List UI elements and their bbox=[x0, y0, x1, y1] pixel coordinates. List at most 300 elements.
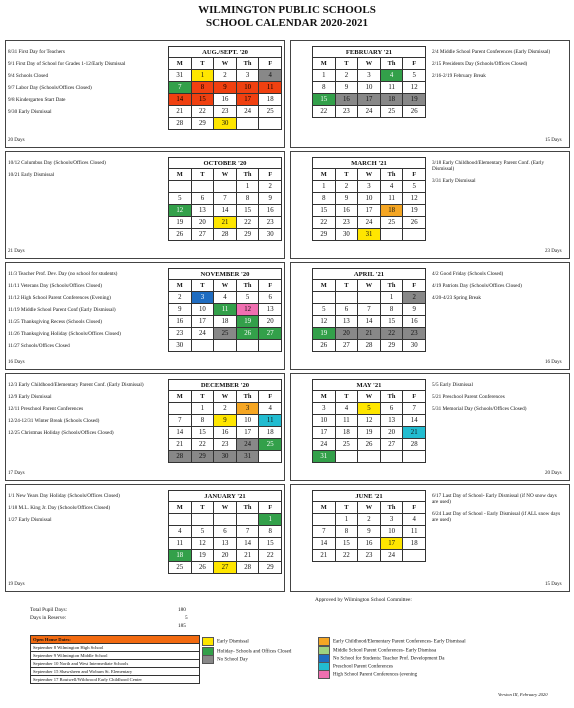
weekday-header: T bbox=[191, 280, 214, 292]
month-title: JUNE '21 bbox=[313, 491, 426, 502]
day-cell bbox=[335, 292, 358, 304]
day-cell: 12 bbox=[403, 193, 426, 205]
day-cell: 14 bbox=[214, 205, 237, 217]
event-item: 11/11 Veterans Day (Schools/Offices Closed) bbox=[8, 282, 102, 289]
day-cell bbox=[191, 181, 214, 193]
day-cell: 24 bbox=[380, 550, 403, 562]
day-cell: 19 bbox=[403, 205, 426, 217]
day-cell: 23 bbox=[169, 328, 192, 340]
day-cell: 20 bbox=[380, 427, 403, 439]
open-house-item: September 10 North and West Intermediate Schools bbox=[31, 659, 199, 667]
month-title: FEBRUARY '21 bbox=[313, 47, 426, 58]
event-item: 9/4 Schools Closed bbox=[8, 72, 49, 79]
weekday-header: Th bbox=[236, 502, 259, 514]
weekday-header: W bbox=[214, 169, 237, 181]
day-cell: 16 bbox=[358, 538, 381, 550]
day-cell: 4 bbox=[259, 403, 282, 415]
day-cell bbox=[313, 514, 336, 526]
day-cell: 23 bbox=[214, 439, 237, 451]
day-cell: 1 bbox=[313, 70, 336, 82]
day-cell bbox=[169, 403, 192, 415]
day-cell: 25 bbox=[169, 562, 192, 574]
month-title: DECEMBER '20 bbox=[169, 380, 282, 391]
school-days-count: 15 Days bbox=[545, 138, 562, 143]
day-cell: 2 bbox=[214, 403, 237, 415]
day-cell: 25 bbox=[380, 106, 403, 118]
day-cell: 4 bbox=[214, 292, 237, 304]
day-cell: 10 bbox=[191, 304, 214, 316]
weekday-header: T bbox=[335, 391, 358, 403]
day-cell: 12 bbox=[313, 316, 336, 328]
weekday-header: W bbox=[358, 502, 381, 514]
day-cell bbox=[358, 451, 381, 463]
weekday-header: F bbox=[259, 391, 282, 403]
day-cell: 2 bbox=[403, 292, 426, 304]
weekday-header: M bbox=[169, 391, 192, 403]
day-cell: 9 bbox=[214, 82, 237, 94]
day-cell: 10 bbox=[313, 415, 336, 427]
day-cell: 19 bbox=[403, 94, 426, 106]
day-cell: 21 bbox=[358, 328, 381, 340]
weekday-header: F bbox=[259, 280, 282, 292]
day-cell: 21 bbox=[236, 550, 259, 562]
day-cell: 29 bbox=[191, 118, 214, 130]
day-cell: 26 bbox=[191, 562, 214, 574]
day-cell: 9 bbox=[214, 415, 237, 427]
day-cell bbox=[358, 292, 381, 304]
day-cell: 7 bbox=[169, 415, 192, 427]
event-item: 2/15 Presidents Day (Schools/Offices Closed) bbox=[432, 60, 528, 67]
school-days-count: 20 Days bbox=[8, 138, 25, 143]
day-cell: 8 bbox=[236, 193, 259, 205]
month-title: APRIL '21 bbox=[313, 269, 426, 280]
weekday-header: Th bbox=[236, 169, 259, 181]
day-cell: 17 bbox=[358, 205, 381, 217]
event-item: 6/24 Last Day of School - Early Dismissal (if ALL snow days are used) bbox=[432, 510, 561, 523]
weekday-header: F bbox=[403, 391, 426, 403]
day-cell: 22 bbox=[259, 550, 282, 562]
day-cell: 31 bbox=[169, 70, 192, 82]
day-cell: 8 bbox=[191, 82, 214, 94]
day-cell: 7 bbox=[403, 403, 426, 415]
event-item: 11/12 High School Parent Conferences (Evening) bbox=[8, 294, 111, 301]
day-cell: 8 bbox=[191, 415, 214, 427]
day-cell: 17 bbox=[358, 94, 381, 106]
weekday-header: F bbox=[259, 169, 282, 181]
day-cell: 24 bbox=[358, 106, 381, 118]
day-cell: 16 bbox=[335, 205, 358, 217]
day-cell: 8 bbox=[313, 193, 336, 205]
month-calendar bbox=[312, 268, 426, 352]
day-cell: 25 bbox=[380, 217, 403, 229]
day-cell: 5 bbox=[191, 526, 214, 538]
day-cell: 12 bbox=[403, 82, 426, 94]
month-calendar bbox=[312, 379, 426, 463]
month-calendar bbox=[312, 46, 426, 118]
day-cell: 11 bbox=[169, 538, 192, 550]
month-title: JANUARY '21 bbox=[169, 491, 282, 502]
event-list bbox=[432, 161, 562, 191]
weekday-header: T bbox=[335, 58, 358, 70]
month-calendar bbox=[168, 157, 282, 241]
weekday-header: W bbox=[214, 280, 237, 292]
day-cell bbox=[403, 451, 426, 463]
day-cell: 22 bbox=[191, 439, 214, 451]
weekday-header: W bbox=[358, 169, 381, 181]
day-cell: 28 bbox=[358, 340, 381, 352]
weekday-header: Th bbox=[380, 280, 403, 292]
day-cell: 15 bbox=[191, 427, 214, 439]
day-cell: 31 bbox=[358, 229, 381, 241]
event-list bbox=[8, 272, 168, 356]
day-cell: 15 bbox=[313, 94, 336, 106]
approved-text: Approved by Wilmington School Committee: bbox=[315, 597, 412, 603]
day-cell: 20 bbox=[259, 316, 282, 328]
day-cell: 2 bbox=[358, 514, 381, 526]
day-cell: 14 bbox=[358, 316, 381, 328]
day-cell: 8 bbox=[335, 526, 358, 538]
day-cell: 6 bbox=[335, 304, 358, 316]
reserve-days: 5 bbox=[185, 615, 188, 621]
day-cell bbox=[169, 514, 192, 526]
day-cell: 8 bbox=[313, 82, 336, 94]
weekday-header: Th bbox=[236, 391, 259, 403]
month-calendar bbox=[168, 490, 282, 574]
day-cell: 28 bbox=[169, 118, 192, 130]
day-cell bbox=[259, 340, 282, 352]
event-item: 10/21 Early Dismissal bbox=[8, 171, 55, 178]
day-cell: 26 bbox=[403, 217, 426, 229]
day-cell: 23 bbox=[358, 550, 381, 562]
weekday-header: T bbox=[335, 502, 358, 514]
event-item: 11/19 Middle School Parent Conf (Early Dismissal) bbox=[8, 306, 116, 313]
day-cell: 6 bbox=[259, 292, 282, 304]
day-cell: 10 bbox=[236, 415, 259, 427]
event-item: 4/19 Patriots Day (Schools/Offices Closed) bbox=[432, 282, 522, 289]
weekday-header: M bbox=[313, 502, 336, 514]
month-title: MAY '21 bbox=[313, 380, 426, 391]
event-list bbox=[432, 50, 562, 86]
day-cell: 22 bbox=[335, 550, 358, 562]
weekday-header: F bbox=[259, 58, 282, 70]
day-cell: 18 bbox=[403, 538, 426, 550]
event-item: 3/31 Early Dismissal bbox=[432, 177, 476, 184]
day-cell: 11 bbox=[259, 82, 282, 94]
weekday-header: F bbox=[259, 502, 282, 514]
event-item: 12/11 Preschool Parent Conferences bbox=[8, 405, 84, 412]
day-cell: 22 bbox=[236, 217, 259, 229]
weekday-header: Th bbox=[380, 169, 403, 181]
weekday-header: T bbox=[191, 391, 214, 403]
day-cell: 27 bbox=[380, 439, 403, 451]
day-cell: 15 bbox=[236, 205, 259, 217]
event-item: 1/18 M.L. King Jr. Day (Schools/Offices Closed) bbox=[8, 504, 111, 511]
day-cell: 4 bbox=[380, 181, 403, 193]
event-item: 11/3 Teacher Prof. Dev. Day (no school for students) bbox=[8, 271, 118, 277]
day-cell: 29 bbox=[313, 229, 336, 241]
weekday-header: W bbox=[358, 391, 381, 403]
weekday-header: M bbox=[169, 58, 192, 70]
legend-early: Early Dismissal bbox=[202, 637, 249, 646]
day-cell: 1 bbox=[259, 514, 282, 526]
day-cell: 11 bbox=[259, 415, 282, 427]
event-item: 12/24-12/31 Winter Break (Schools Closed) bbox=[8, 417, 100, 424]
day-cell: 25 bbox=[335, 439, 358, 451]
day-cell: 19 bbox=[236, 316, 259, 328]
day-cell: 16 bbox=[169, 316, 192, 328]
day-cell: 9 bbox=[335, 193, 358, 205]
day-cell: 23 bbox=[335, 106, 358, 118]
pupil-days-label: Total Pupil Days: bbox=[30, 607, 68, 613]
day-cell: 24 bbox=[236, 106, 259, 118]
day-cell: 5 bbox=[403, 70, 426, 82]
weekday-header: F bbox=[403, 58, 426, 70]
day-cell: 7 bbox=[358, 304, 381, 316]
day-cell: 21 bbox=[403, 427, 426, 439]
day-cell: 5 bbox=[403, 181, 426, 193]
day-cell bbox=[214, 514, 237, 526]
day-cell bbox=[236, 514, 259, 526]
day-cell bbox=[214, 340, 237, 352]
weekday-header: W bbox=[214, 58, 237, 70]
day-cell: 30 bbox=[214, 451, 237, 463]
event-list bbox=[432, 272, 562, 308]
day-cell: 13 bbox=[380, 415, 403, 427]
weekday-header: T bbox=[191, 58, 214, 70]
legend-pre: Preschool Parent Conferences bbox=[318, 662, 393, 671]
event-list bbox=[8, 50, 168, 122]
day-cell: 27 bbox=[259, 328, 282, 340]
weekday-header: W bbox=[214, 502, 237, 514]
weekday-header: W bbox=[358, 280, 381, 292]
day-cell: 21 bbox=[169, 439, 192, 451]
event-item: 1/1 New Years Day Holiday (Schools/Offices Closed) bbox=[8, 493, 120, 499]
open-house-item: September 8 Wilmington High School bbox=[31, 643, 199, 651]
day-cell: 14 bbox=[169, 427, 192, 439]
school-days-count: 21 Days bbox=[8, 249, 25, 254]
day-cell: 10 bbox=[358, 82, 381, 94]
school-days-count: 16 Days bbox=[8, 360, 25, 365]
day-cell: 13 bbox=[214, 538, 237, 550]
day-cell: 5 bbox=[236, 292, 259, 304]
day-cell: 31 bbox=[313, 451, 336, 463]
day-cell: 28 bbox=[403, 439, 426, 451]
day-cell: 25 bbox=[259, 439, 282, 451]
day-cell: 21 bbox=[214, 217, 237, 229]
day-cell bbox=[259, 451, 282, 463]
month-calendar bbox=[168, 46, 282, 130]
day-cell: 28 bbox=[214, 229, 237, 241]
day-cell: 13 bbox=[335, 316, 358, 328]
day-cell: 4 bbox=[380, 70, 403, 82]
open-house-item: September 9 Wilmington Middle School bbox=[31, 651, 199, 659]
day-cell: 10 bbox=[236, 82, 259, 94]
school-days-count: 20 Days bbox=[545, 471, 562, 476]
day-cell: 30 bbox=[169, 340, 192, 352]
day-cell: 19 bbox=[313, 328, 336, 340]
day-cell: 7 bbox=[214, 193, 237, 205]
day-cell bbox=[335, 451, 358, 463]
day-cell bbox=[214, 181, 237, 193]
day-cell: 4 bbox=[403, 514, 426, 526]
day-cell: 1 bbox=[191, 403, 214, 415]
day-cell: 29 bbox=[380, 340, 403, 352]
day-cell: 11 bbox=[214, 304, 237, 316]
day-cell bbox=[403, 229, 426, 241]
event-item: 8/31 First Day for Teachers bbox=[8, 49, 65, 55]
day-cell bbox=[380, 451, 403, 463]
day-cell: 17 bbox=[191, 316, 214, 328]
day-cell: 11 bbox=[380, 82, 403, 94]
day-cell: 27 bbox=[335, 340, 358, 352]
day-cell: 8 bbox=[380, 304, 403, 316]
day-cell: 1 bbox=[236, 181, 259, 193]
legend-ec: Early Childhood/Elementary Parent Conferences- Early Dismissal bbox=[318, 637, 466, 646]
day-cell: 23 bbox=[259, 217, 282, 229]
day-cell: 10 bbox=[358, 193, 381, 205]
event-item: 11/25 Thanksgiving Recess (Schools Closed) bbox=[8, 318, 102, 325]
day-cell: 3 bbox=[313, 403, 336, 415]
day-cell: 23 bbox=[214, 106, 237, 118]
day-cell: 7 bbox=[169, 82, 192, 94]
event-item: 4/2 Good Friday (Schools Closed) bbox=[432, 271, 504, 277]
day-cell bbox=[380, 229, 403, 241]
day-cell: 17 bbox=[380, 538, 403, 550]
version-note: Version III, February 2020 bbox=[498, 692, 548, 697]
event-item: 5/31 Memorial Day (Schools/Offices Closed) bbox=[432, 405, 527, 412]
event-item: 4/20-4/23 Spring Break bbox=[432, 294, 481, 301]
day-cell: 18 bbox=[214, 316, 237, 328]
school-days-count: 23 Days bbox=[545, 249, 562, 254]
day-cell: 3 bbox=[191, 292, 214, 304]
day-cell: 25 bbox=[214, 328, 237, 340]
day-cell: 19 bbox=[191, 550, 214, 562]
day-cell: 18 bbox=[380, 94, 403, 106]
weekday-header: F bbox=[403, 169, 426, 181]
day-cell: 13 bbox=[259, 304, 282, 316]
day-cell: 21 bbox=[313, 550, 336, 562]
weekday-header: T bbox=[335, 280, 358, 292]
day-cell: 19 bbox=[358, 427, 381, 439]
event-item: 5/5 Early Dismissal bbox=[432, 382, 473, 388]
day-cell: 9 bbox=[335, 82, 358, 94]
day-cell: 12 bbox=[358, 415, 381, 427]
legend-noschool: No School Day bbox=[202, 655, 248, 664]
month-calendar bbox=[168, 268, 282, 352]
day-cell: 1 bbox=[191, 70, 214, 82]
day-cell: 19 bbox=[169, 217, 192, 229]
weekday-header: M bbox=[313, 58, 336, 70]
day-cell: 13 bbox=[191, 205, 214, 217]
day-cell: 26 bbox=[313, 340, 336, 352]
day-cell: 26 bbox=[358, 439, 381, 451]
day-cell: 12 bbox=[169, 205, 192, 217]
day-cell: 6 bbox=[191, 193, 214, 205]
weekday-header: M bbox=[313, 280, 336, 292]
day-cell: 4 bbox=[259, 70, 282, 82]
day-cell: 18 bbox=[169, 550, 192, 562]
day-cell: 16 bbox=[259, 205, 282, 217]
legend-ms: Middle School Parent Conferences- Early Dismissa bbox=[318, 646, 436, 655]
event-item: 6/17 Last Day of School- Early Dismissal (if NO snow days are used) bbox=[432, 493, 557, 505]
total-days: 185 bbox=[178, 623, 186, 629]
day-cell: 16 bbox=[335, 94, 358, 106]
open-house-item: September 17 Boutwell/Wildwood Early Childhood Center bbox=[31, 675, 199, 683]
header-line2: SCHOOL CALENDAR 2020-2021 bbox=[206, 17, 368, 29]
month-calendar bbox=[312, 157, 426, 241]
day-cell: 3 bbox=[358, 70, 381, 82]
weekday-header: M bbox=[169, 502, 192, 514]
weekday-header: Th bbox=[236, 280, 259, 292]
weekday-header: W bbox=[214, 391, 237, 403]
day-cell: 2 bbox=[335, 70, 358, 82]
event-list bbox=[8, 383, 168, 443]
day-cell: 7 bbox=[313, 526, 336, 538]
day-cell: 30 bbox=[214, 118, 237, 130]
open-house-title: Open House Dates: bbox=[31, 636, 199, 643]
day-cell: 31 bbox=[236, 451, 259, 463]
event-item: 3/18 Early Childhood/Elementary Parent Conf. (Early Dismissal) bbox=[432, 160, 545, 172]
day-cell: 17 bbox=[236, 94, 259, 106]
day-cell: 23 bbox=[403, 328, 426, 340]
day-cell: 2 bbox=[259, 181, 282, 193]
day-cell: 20 bbox=[214, 550, 237, 562]
school-days-count: 16 Days bbox=[545, 360, 562, 365]
day-cell: 12 bbox=[236, 304, 259, 316]
day-cell bbox=[169, 181, 192, 193]
day-cell: 3 bbox=[358, 181, 381, 193]
weekday-header: F bbox=[403, 502, 426, 514]
day-cell: 12 bbox=[191, 538, 214, 550]
day-cell: 16 bbox=[214, 427, 237, 439]
event-item: 12/25 Christmas Holiday (Schools/Offices Closed) bbox=[8, 429, 114, 436]
day-cell: 6 bbox=[214, 526, 237, 538]
weekday-header: M bbox=[169, 280, 192, 292]
event-item: 9/7 Labor Day (Schools/Offices Closed) bbox=[8, 84, 92, 91]
day-cell: 2 bbox=[214, 70, 237, 82]
day-cell: 4 bbox=[335, 403, 358, 415]
day-cell: 7 bbox=[236, 526, 259, 538]
day-cell: 11 bbox=[380, 193, 403, 205]
day-cell: 2 bbox=[335, 181, 358, 193]
header-line1: WILMINGTON PUBLIC SCHOOLS bbox=[198, 4, 376, 16]
month-title: OCTOBER '20 bbox=[169, 158, 282, 169]
weekday-header: Th bbox=[380, 502, 403, 514]
legend-teacher: No School for Students: Teacher Prof. Development Da bbox=[318, 654, 444, 663]
weekday-header: M bbox=[169, 169, 192, 181]
day-cell bbox=[191, 514, 214, 526]
day-cell: 8 bbox=[259, 526, 282, 538]
day-cell: 22 bbox=[313, 217, 336, 229]
day-cell: 25 bbox=[259, 106, 282, 118]
day-cell: 26 bbox=[169, 229, 192, 241]
day-cell: 1 bbox=[380, 292, 403, 304]
day-cell bbox=[259, 118, 282, 130]
day-cell: 30 bbox=[403, 340, 426, 352]
day-cell: 14 bbox=[403, 415, 426, 427]
weekday-header: Th bbox=[380, 58, 403, 70]
day-cell: 20 bbox=[191, 217, 214, 229]
day-cell: 2 bbox=[169, 292, 192, 304]
day-cell: 4 bbox=[169, 526, 192, 538]
legend-hs: High School Parent Conferences (evening bbox=[318, 670, 417, 679]
day-cell: 17 bbox=[236, 427, 259, 439]
day-cell: 24 bbox=[191, 328, 214, 340]
day-cell: 9 bbox=[259, 193, 282, 205]
day-cell: 14 bbox=[169, 94, 192, 106]
day-cell: 18 bbox=[259, 94, 282, 106]
day-cell: 3 bbox=[236, 403, 259, 415]
